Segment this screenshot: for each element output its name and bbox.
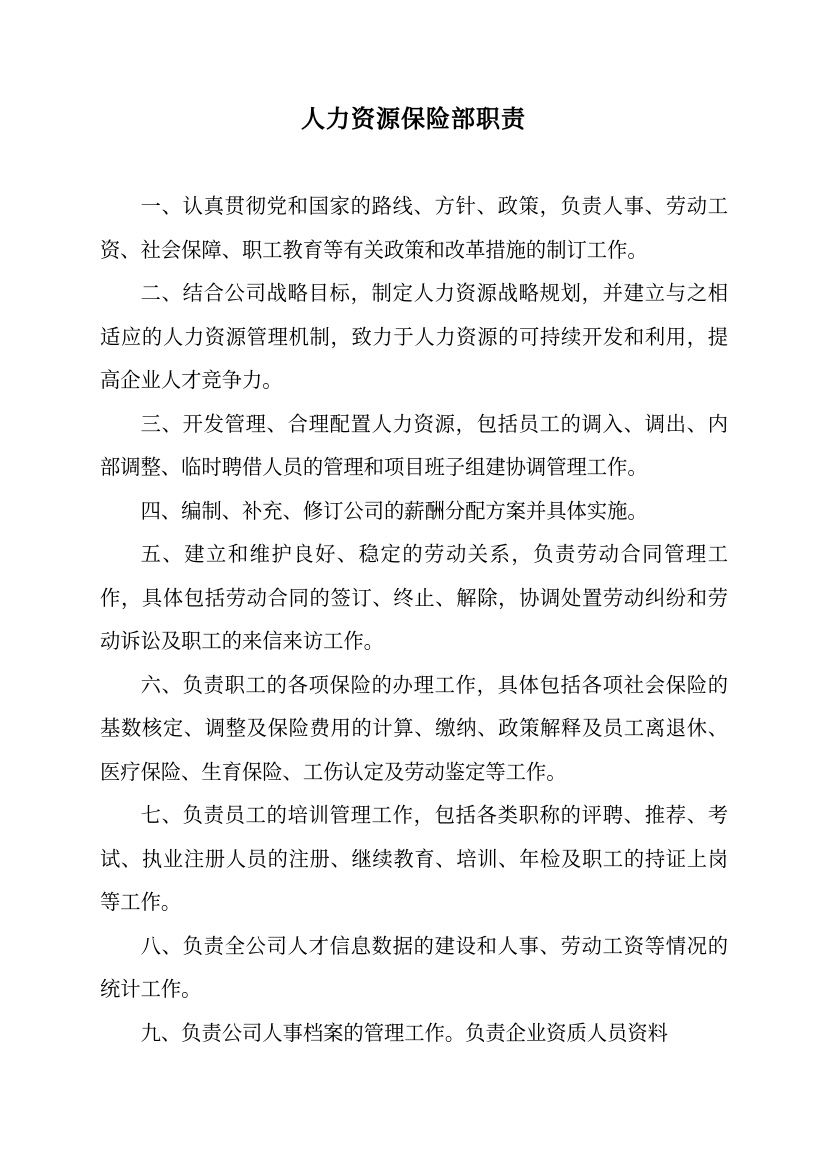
paragraph-6: 六、负责职工的各项保险的办理工作，具体包括各项社会保险的基数核定、调整及保险费用的计算、缴纳、政策解释及员工离退休、医疗保险、生育保险、工伤认定及劳动鉴定等工作。 xyxy=(100,672,728,784)
paragraph-8: 八、负责全公司人才信息数据的建设和人事、劳动工资等情况的统计工作。 xyxy=(100,933,728,1001)
paragraph-9: 九、负责公司人事档案的管理工作。负责企业资质人员资料 xyxy=(140,1020,668,1045)
paragraph-5: 五、建立和维护良好、稳定的劳动关系，负责劳动合同管理工作，具体包括劳动合同的签订、终止、解除，协调处置劳动纠纷和劳动诉讼及职工的来信来访工作。 xyxy=(100,542,728,653)
document-title: 人力资源保险部职责 xyxy=(301,104,526,133)
paragraph-4: 四、编制、补充、修订公司的薪酬分配方案并具体实施。 xyxy=(140,498,648,523)
paragraph-2: 二、结合公司战略目标，制定人力资源战略规划，并建立与之相适应的人力资源管理机制，致力于人力资源的可持续开发和利用，提高企业人才竞争力。 xyxy=(100,281,728,392)
document-body xyxy=(100,185,728,1055)
paragraph-7: 七、负责员工的培训管理工作，包括各类职称的评聘、推荐、考试、执业注册人员的注册、继续教育、培训、年检及职工的持证上岗等工作。 xyxy=(100,803,728,914)
paragraph-3: 三、开发管理、合理配置人力资源，包括员工的调入、调出、内部调整、临时聘借人员的管理和项目班子组建协调管理工作。 xyxy=(100,411,728,479)
paragraph-1: 一、认真贯彻党和国家的路线、方针、政策，负责人事、劳动工资、社会保障、职工教育等有关政策和改革措施的制订工作。 xyxy=(100,194,728,262)
